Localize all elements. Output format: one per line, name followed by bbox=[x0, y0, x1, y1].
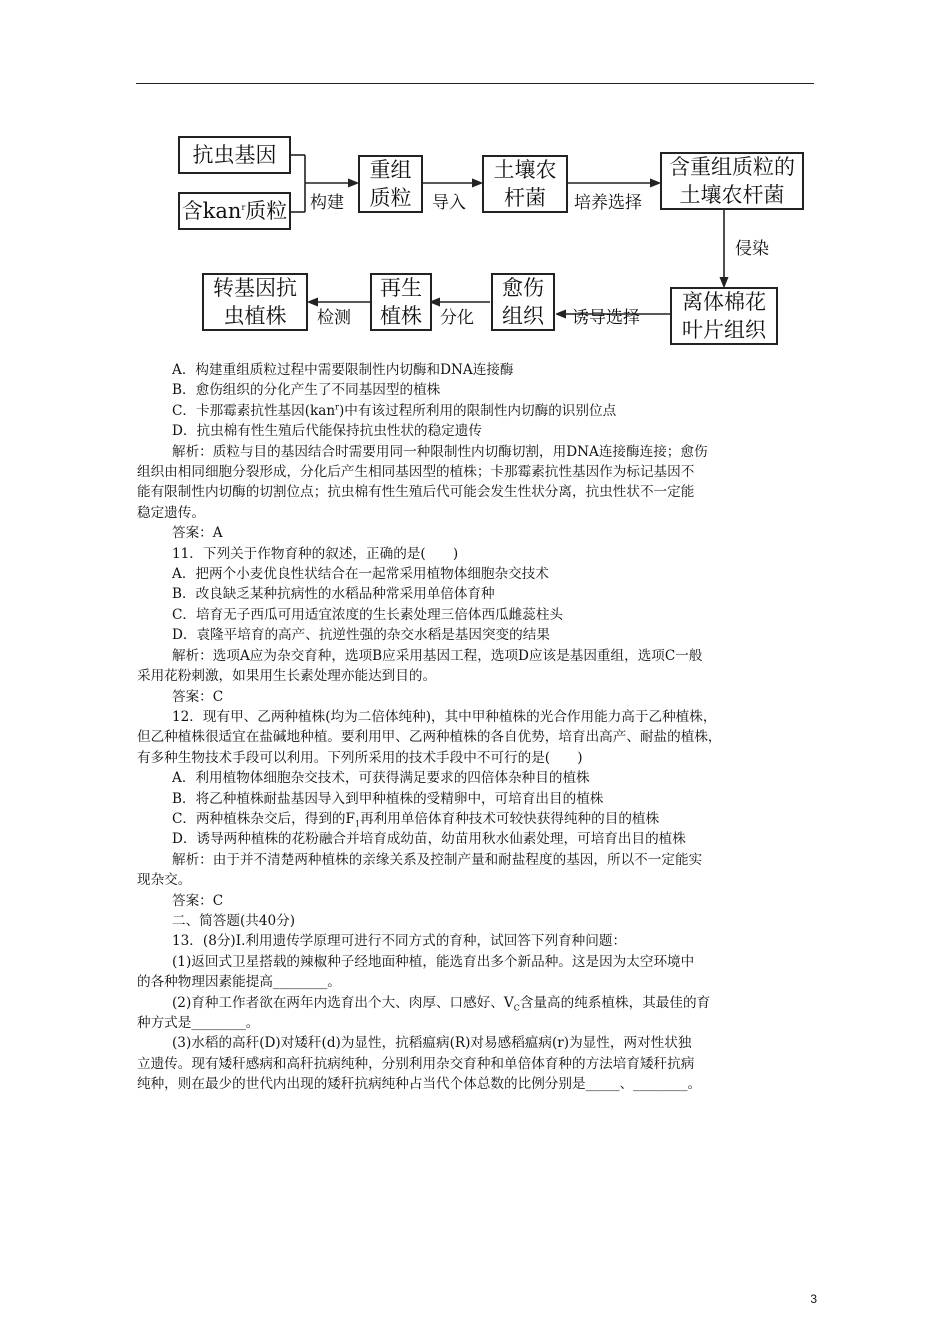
q10-analysis-line4: 稳定遗传。 bbox=[137, 504, 205, 521]
box-callus bbox=[491, 273, 555, 331]
label-construct: 构建 bbox=[310, 193, 344, 213]
q13-stem: 13．(8分)Ⅰ.利用遗传学原理可进行不同方式的育种，试回答下列育种问题： bbox=[172, 933, 627, 950]
page-number: 3 bbox=[810, 1292, 817, 1306]
box-agro-line2: 杆菌 bbox=[504, 186, 546, 210]
q13-part1-line1: (1)返回式卫星搭载的辣椒种子经地面种植，能选育出多个新品种。这是因为太空环境中 bbox=[172, 953, 695, 970]
q10-analysis-line1: 解析：质粒与目的基因结合时需要用同一种限制性内切酶切割，用DNA连接酶连接；愈伤 bbox=[172, 443, 708, 460]
box-recombinant-line1: 重组 bbox=[369, 158, 412, 182]
flow-diagram bbox=[0, 0, 950, 360]
box-agro-recomb-line2: 土壤农杆菌 bbox=[679, 183, 785, 207]
box-recombinant-plasmid bbox=[358, 155, 423, 213]
q12-option-c: C．两种植株杂交后，得到的$F_1$再利用单倍体育种技术可较快获得纯种的目的植株 bbox=[172, 810, 660, 829]
diagram-arrows bbox=[0, 0, 950, 360]
box-insect-gene-label: 抗虫基因 bbox=[192, 143, 277, 167]
q13-part1-line2: 的各种物理因素能提高________。 bbox=[137, 974, 341, 991]
q11-analysis-line2: 采用花粉刺激，如果用生长素处理亦能达到目的。 bbox=[137, 668, 437, 685]
q12-stem-line1: 12．现有甲、乙两种植株(均为二倍体纯种)，其中甲种植株的光合作用能力高于乙种植株， bbox=[172, 708, 717, 725]
box-transgenic-line2: 虫植株 bbox=[223, 304, 287, 328]
q11-option-c: C．培育无子西瓜可用适宜浓度的生长素处理三倍体西瓜雌蕊柱头 bbox=[172, 606, 564, 623]
label-differentiate: 分化 bbox=[440, 308, 474, 328]
q12-option-b: B．将乙种植株耐盐基因导入到甲种植株的受精卵中，可培育出目的植株 bbox=[172, 790, 604, 807]
q11-option-d: D．袁隆平培育的高产、抗逆性强的杂交水稻是基因突变的结果 bbox=[172, 627, 550, 644]
box-leaf-line2: 叶片组织 bbox=[682, 318, 766, 342]
q12-answer: 答案：C bbox=[172, 892, 224, 909]
box-callus-line2: 组织 bbox=[502, 304, 544, 328]
q12-stem-line2: 但乙种植株很适宜在盐碱地种植。要利用甲、乙两种植株的各自优势，培育出高产、耐盐的植株， bbox=[137, 729, 722, 746]
label-induce-select: 诱导选择 bbox=[572, 308, 640, 328]
box-kan-plasmid bbox=[178, 192, 291, 230]
q13-part3-line2: 立遗传。现有矮秆感病和高秆抗病纯种，分别利用杂交育种和单倍体育种的方法培育矮秆抗病 bbox=[137, 1055, 695, 1072]
box-kan-plasmid-label: 含kan$^r$质粒 bbox=[181, 199, 288, 223]
q10-analysis-line2: 组织由相同细胞分裂形成，分化后产生相同基因型的植株；卡那霉素抗性基因作为标记基因不 bbox=[137, 464, 695, 481]
box-leaf-line1: 离体棉花 bbox=[682, 290, 766, 314]
q12-analysis-line1: 解析：由于并不清楚两种植株的亲缘关系及控制产量和耐盐程度的基因，所以不一定能实 bbox=[172, 851, 703, 868]
q10-option-c: C．卡那霉素抗性基因(kan$^r$)中有该过程所利用的限制性内切酶的识别位点 bbox=[172, 402, 617, 419]
q10-option-d: D．抗虫棉有性生殖后代能保持抗虫性状的稳定遗传 bbox=[172, 423, 482, 440]
q10-analysis-line3: 能有限制性内切酶的切割位点；抗虫棉有性生殖后代可能会发生性状分离，抗虫性状不一定能 bbox=[137, 484, 695, 501]
question-text bbox=[137, 360, 822, 1095]
box-transgenic-plant bbox=[202, 273, 308, 331]
q11-option-b: B．改良缺乏某种抗病性的水稻品种常采用单倍体育种 bbox=[172, 586, 495, 603]
label-detect: 检测 bbox=[317, 308, 351, 328]
q10-answer: 答案：A bbox=[172, 525, 223, 542]
box-leaf-tissue bbox=[670, 287, 778, 345]
q11-stem: 11．下列关于作物育种的叙述，正确的是( ) bbox=[172, 545, 459, 562]
box-regen-line1: 再生 bbox=[380, 276, 422, 300]
box-regen-line2: 植株 bbox=[380, 304, 422, 328]
q12-analysis-line2: 现杂交。 bbox=[137, 872, 192, 889]
q13-part3-line3: 纯种，则在最少的世代内出现的矮秆抗病纯种占当代个体总数的比例分别是_____、________。 bbox=[137, 1076, 702, 1093]
box-regenerated-plant bbox=[370, 273, 432, 331]
box-recombinant-line2: 质粒 bbox=[369, 186, 412, 210]
q10-option-a: A．构建重组质粒过程中需要限制性内切酶和DNA连接酶 bbox=[172, 362, 514, 378]
box-agro-line1: 土壤农 bbox=[493, 158, 557, 182]
label-import: 导入 bbox=[432, 193, 466, 213]
box-agrobacterium bbox=[482, 155, 568, 213]
q13-part3-line1: (3)水稻的高秆(D)对矮秆(d)为显性，抗稻瘟病(R)对易感稻瘟病(r)为显性，两对性状独 bbox=[172, 1035, 692, 1052]
q11-analysis-line1: 解析：选项A应为杂交育种，选项B应采用基因工程，选项D应该是基因重组，选项C一般 bbox=[172, 647, 703, 664]
q11-answer: 答案：C bbox=[172, 688, 224, 705]
q10-option-b: B．愈伤组织的分化产生了不同基因型的植株 bbox=[172, 382, 441, 399]
q12-option-d: D．诱导两种植株的花粉融合并培育成幼苗，幼苗用秋水仙素处理，可培育出目的植株 bbox=[172, 831, 686, 848]
label-culture-select: 培养选择 bbox=[574, 193, 642, 213]
box-insect-gene bbox=[178, 136, 291, 174]
q13-part2-line1: (2)育种工作者欲在两年内选育出个大、肉厚、口感好、$V_C$含量高的纯系植株，其最佳的育 bbox=[172, 994, 711, 1013]
section-two-title: 二、简答题(共40分) bbox=[172, 912, 296, 929]
box-transgenic-line1: 转基因抗 bbox=[213, 276, 297, 300]
label-infect: 侵染 bbox=[735, 239, 769, 259]
q12-option-a: A．利用植物体细胞杂交技术，可获得满足要求的四倍体杂种目的植株 bbox=[172, 770, 590, 787]
q11-option-a: A．把两个小麦优良性状结合在一起常采用植物体细胞杂交技术 bbox=[172, 566, 549, 583]
box-agro-recomb-line1: 含重组质粒的 bbox=[669, 155, 795, 179]
box-agro-recombinant bbox=[660, 152, 804, 210]
q12-stem-line3: 有多种生物技术手段可以利用。下列所采用的技术手段中不可行的是( ) bbox=[137, 749, 583, 766]
q13-part2-line2: 种方式是________。 bbox=[137, 1015, 260, 1031]
box-callus-line1: 愈伤 bbox=[502, 276, 544, 300]
